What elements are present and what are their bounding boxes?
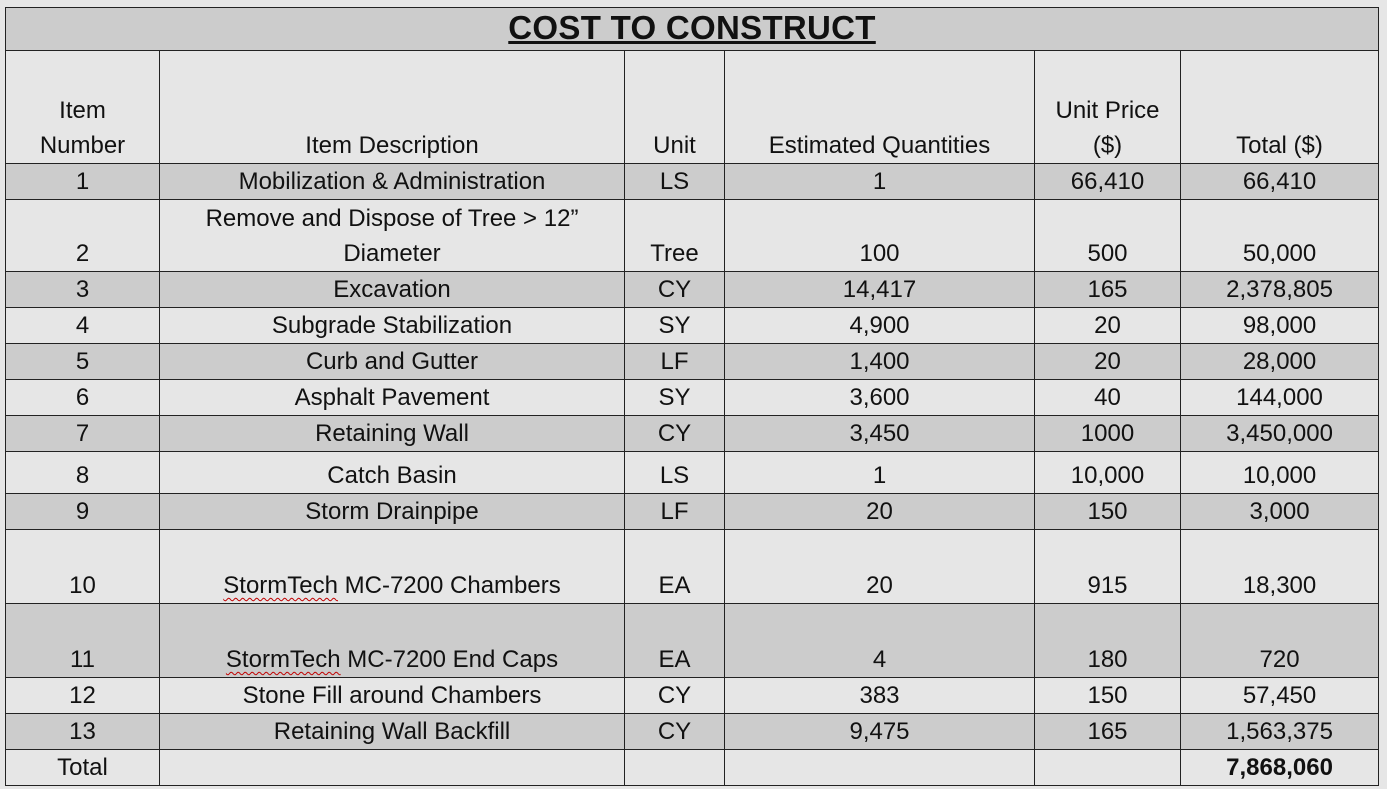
cell-unit-price: 1000 [1035, 416, 1181, 452]
header-item-number-line1: Item [59, 97, 106, 124]
header-item-number [6, 51, 160, 164]
cell-unit-price: 10,000 [1035, 452, 1181, 494]
cell-quantity: 1 [725, 164, 1035, 200]
cell-item-number: 12 [6, 678, 160, 714]
cell-total: 50,000 [1181, 200, 1379, 272]
table-row [6, 344, 1379, 380]
cell-description: Storm Drainpipe [160, 494, 625, 530]
cell-total: 3,450,000 [1181, 416, 1379, 452]
cell-description: Catch Basin [160, 452, 625, 494]
cell-quantity: 3,450 [725, 416, 1035, 452]
header-unit-price-line1: Unit Price [1055, 97, 1160, 124]
header-row [6, 51, 1379, 164]
title-row [6, 8, 1379, 51]
cell-unit-price: 165 [1035, 714, 1181, 750]
cell-description-rest: MC-7200 Chambers [337, 572, 561, 599]
cell-total: 144,000 [1181, 380, 1379, 416]
table-row [6, 416, 1379, 452]
cell-unit-price: 66,410 [1035, 164, 1181, 200]
cell-total: 18,300 [1181, 530, 1379, 604]
cell-description-rest: MC-7200 End Caps [340, 646, 559, 673]
table-row [6, 164, 1379, 200]
table-row [6, 530, 1379, 604]
total-empty-cell [625, 750, 725, 786]
cell-description-brand: StormTech [225, 646, 341, 673]
cell-quantity: 100 [725, 200, 1035, 272]
cell-quantity: 9,475 [725, 714, 1035, 750]
cell-unit: CY [625, 416, 725, 452]
cell-total: 720 [1181, 604, 1379, 678]
total-empty-cell [1035, 750, 1181, 786]
cell-quantity: 3,600 [725, 380, 1035, 416]
cell-unit: LF [625, 494, 725, 530]
cell-description: Subgrade Stabilization [160, 308, 625, 344]
header-description: Item Description [160, 51, 625, 164]
table-row [6, 678, 1379, 714]
cell-quantity: 1,400 [725, 344, 1035, 380]
table-row [6, 272, 1379, 308]
header-unit-price [1035, 51, 1181, 164]
cell-item-number: 1 [6, 164, 160, 200]
cell-item-number: 8 [6, 452, 160, 494]
cell-unit: CY [625, 272, 725, 308]
title-cell [6, 8, 1379, 51]
cell-total: 10,000 [1181, 452, 1379, 494]
cell-total: 98,000 [1181, 308, 1379, 344]
table-row [6, 452, 1379, 494]
cell-description-line1: Remove and Dispose of Tree > 12” [205, 205, 579, 232]
cell-unit: CY [625, 714, 725, 750]
header-unit-price-line2: ($) [1092, 132, 1123, 159]
total-empty-cell [725, 750, 1035, 786]
cell-item-number: 9 [6, 494, 160, 530]
cell-total: 1,563,375 [1181, 714, 1379, 750]
cell-unit: SY [625, 380, 725, 416]
cell-total: 2,378,805 [1181, 272, 1379, 308]
cell-description: Mobilization & Administration [160, 164, 625, 200]
cell-unit-price: 165 [1035, 272, 1181, 308]
cell-item-number: 11 [6, 604, 160, 678]
cell-unit-price: 40 [1035, 380, 1181, 416]
cell-item-number: 2 [6, 200, 160, 272]
cell-description [160, 200, 625, 272]
cell-item-number: 7 [6, 416, 160, 452]
cell-description: Retaining Wall Backfill [160, 714, 625, 750]
cell-unit-price: 915 [1035, 530, 1181, 604]
cell-description-brand: StormTech [223, 572, 338, 599]
cell-quantity: 20 [725, 494, 1035, 530]
cell-unit-price: 150 [1035, 494, 1181, 530]
cell-unit-price: 180 [1035, 604, 1181, 678]
table-row [6, 494, 1379, 530]
total-label: Total [6, 750, 160, 786]
cell-description: Retaining Wall [160, 416, 625, 452]
cost-table [5, 7, 1379, 786]
cell-item-number: 10 [6, 530, 160, 604]
page-title: COST TO CONSTRUCT [508, 8, 876, 46]
cell-description: Curb and Gutter [160, 344, 625, 380]
cell-unit: LS [625, 164, 725, 200]
cell-total: 66,410 [1181, 164, 1379, 200]
total-row [6, 750, 1379, 786]
cell-description: Excavation [160, 272, 625, 308]
header-unit: Unit [625, 51, 725, 164]
cell-unit: SY [625, 308, 725, 344]
header-quantity: Estimated Quantities [725, 51, 1035, 164]
cell-item-number: 5 [6, 344, 160, 380]
cell-total: 28,000 [1181, 344, 1379, 380]
header-item-number-line2: Number [39, 132, 126, 159]
cost-sheet [5, 7, 1378, 781]
cell-description: Stone Fill around Chambers [160, 678, 625, 714]
cell-description [160, 604, 625, 678]
cell-description [160, 530, 625, 604]
header-total: Total ($) [1181, 51, 1379, 164]
cell-unit: CY [625, 678, 725, 714]
cell-quantity: 4,900 [725, 308, 1035, 344]
cell-unit: EA [625, 604, 725, 678]
cell-quantity: 1 [725, 452, 1035, 494]
cell-unit-price: 20 [1035, 308, 1181, 344]
cell-quantity: 4 [725, 604, 1035, 678]
cell-quantity: 14,417 [725, 272, 1035, 308]
cell-unit: Tree [625, 200, 725, 272]
cell-unit: LF [625, 344, 725, 380]
cell-total: 57,450 [1181, 678, 1379, 714]
cell-quantity: 20 [725, 530, 1035, 604]
cell-description: Asphalt Pavement [160, 380, 625, 416]
cell-item-number: 6 [6, 380, 160, 416]
cell-item-number: 13 [6, 714, 160, 750]
cell-unit: LS [625, 452, 725, 494]
cell-quantity: 383 [725, 678, 1035, 714]
table-row [6, 308, 1379, 344]
cell-item-number: 3 [6, 272, 160, 308]
cell-total: 3,000 [1181, 494, 1379, 530]
grand-total: 7,868,060 [1181, 750, 1379, 786]
table-row [6, 380, 1379, 416]
table-row [6, 200, 1379, 272]
total-empty-cell [160, 750, 625, 786]
cell-unit-price: 500 [1035, 200, 1181, 272]
cell-item-number: 4 [6, 308, 160, 344]
cell-unit-price: 20 [1035, 344, 1181, 380]
cell-description-line2: Diameter [343, 240, 441, 267]
cell-unit: EA [625, 530, 725, 604]
table-row [6, 604, 1379, 678]
table-row [6, 714, 1379, 750]
cell-unit-price: 150 [1035, 678, 1181, 714]
